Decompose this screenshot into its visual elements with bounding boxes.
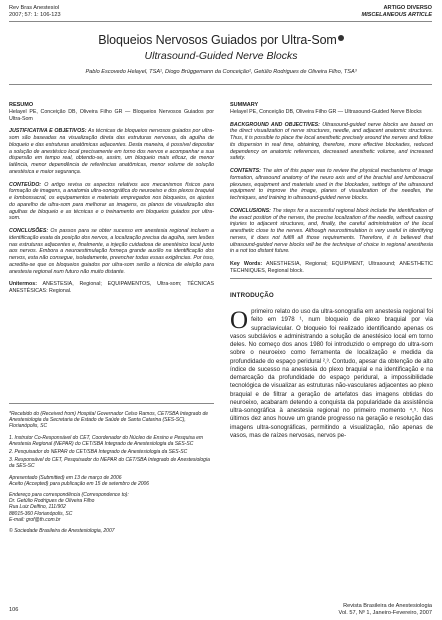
article-type: ARTIGO DIVERSO [383,5,432,11]
resumo-paragraph-2: CONTEÚDO: O artigo revisa os aspectos relativos aos mecanismos físicos para formação de imagens, a anatomia ultra-sonográfica do neuroeixo e dos plexos braquial e lombossacral, os equipamentos e materiais empregados nos bloqueios, os ajustes do aparelho de ultra-som para melhorar as imagens, os planos de visualização das agulhas de bloqueio e as técnicas e o treinamento em bloqueios guiados por ultra-som. [9,181,214,222]
resumo-paragraph-3: CONCLUSÕES: Os passos para se obter sucesso em anestesia regional incluem a identificação exata da posição dos nervos, a localização precisa da agulha, sem lesões nas estruturas adjacentes e, finalmente, a injeção cuidadosa de anestésico local junto aos nervos. Embora a neuroestimulação forneça grande auxílio na identificação dos nervos, esta não consegue, isoladamente, preencher todas essas exigências. Por isso, acredita-se que os bloqueios guiados por ultra-som serão a técnica de eleição para anestesia regional num futuro não muito distante. [9,228,214,275]
running-header-left [9,5,61,19]
summary-reference: Helayel PE, Conceição DB, Oliveira Filho GR — Ultrasound-Guided Nerve Blocks [230,108,422,115]
summary-paragraph-1: BACKGROUND AND OBJECTIVES: Ultrasound-guided nerve blocks are based on the direct visualization of nerve structures, needle, and adjacent anatomic structures. Thus, it is possible to place the local anesthetic precisely around the nerves and follow its dispersion in real time, obtaining, therefore, more effective blockades, reduced dependency on anatomic references, decreased anesthetic volume, and increased safety. [230,121,434,162]
footnote-affil-1: 1. Instrutor Co-Responsável do CET, Coordenador do Núcleo de Ensino e Pesquisa em Anestesia Regional (NEPAR) do CET/SBA Integrado de Anestesiologia da SES-SC [9,434,204,447]
correspondence-label: Endereço para correspondência (Correspondence to): [9,492,129,499]
resumo-heading: RESUMO [9,102,34,108]
footnotes [9,411,214,534]
article-title-en: Ultrasound-Guided Nerve Blocks [144,50,298,62]
asterisk-mark-icon [338,35,344,41]
intro-dropcap: O [230,307,249,334]
intro-heading: INTRODUÇÃO [230,292,274,299]
intro-text: primeiro relato do uso da ultra-sonografia em anestesia regional foi feito em 1978 ¹, num bloqueio de plexo braquial por via supraclavicular. O bloqueio foi realizado identificando apenas os vasos subclávios e administrando a solução de anestésico local em torno deles. No começo dos anos 1980 foi introduzido o emprego do ultra-som sobre o neuroeixo como ferramenta de localização e medida da profundidade do espaço peridural ²,³. Contudo, apesar da obtenção de alto índice de sucesso na anestesia do plexo braquial e na identificação e na demarcação da profundidade do espaço peridural, a impossibilidade tecnológica de visualizar as estruturas não-vasculares adjacentes ao plexo braquial e de filtrar a geração de artefatos das imagens obtidas do neuroeixo, acabaram detendo a conquista da popularidade da assistência ultra-sonográfica à anestesia regional no primeiro momento ⁴,⁵. Nos últimos dez anos houve um grande progresso na geração e resolução das imagens ultra-sonográficas, permitindo a visualização, não apenas de vasos, mas de raízes nervosas, nervos pe- [230,308,433,439]
correspondence-city: 88015-360 Florianópolis, SC [9,510,73,517]
title-rule [9,84,432,85]
footnote-rule [9,403,214,404]
summary-paragraph-3: CONCLUSIONS: The steps for a successful regional block include the identification of the exact position of the nerves, the precise localization of the needle, without causing injuries to adjacent structures, and, finally, the careful administration of the local anesthetic close to the nerves. Although neurostimulation is very useful in identifying nerves, it does not fulfill all those requirements. Therefore, it is believed that ultrasound-guided nerve blocks will be the technique of choice in regional anesthesia in a not too distant future. [230,207,433,255]
page-number: 106 [9,607,19,613]
article-title: Bloqueios Nervosos Guiados por Ultra-Som [0,33,442,47]
footnote-affil-2: 2. Pesquisador do NEPAR do CET/SBA Integrado de Anestesiologia da SES-SC [9,449,188,456]
correspondence-name: Dr. Getúlio Rodrigues de Oliveira Filho [9,498,95,505]
resumo-keywords: Unitermos: ANESTESIA, Regional; EQUIPAMENTOS, Ultra-som; TÉCNICAS ANESTÉSICAS: Regional. [9,281,214,294]
resumo-section [9,102,214,301]
journal-name: Rev Bras Anestesiol [9,5,60,11]
summary-keywords: Key Words: ANESTHESIA, Regional; EQUIPMENT, Ultrasound; ANESTHETIC TECHNIQUES, Regional block. [230,261,433,274]
correspondence-email[interactable]: E-mail: grof@th.com.br [9,516,61,523]
footnote-affil-3: 3. Responsável do CET, Pesquisador do NEPAR do CET/SBA Integrado de Anestesiologia da SES-SC [9,457,210,470]
footnote-submitted: Apresentado (Submitted) em 13 de março de 2006 [9,474,122,481]
summary-end-rule [230,278,432,279]
copyright: © Sociedade Brasileira de Anestesiologia, 2007 [9,528,115,535]
summary-paragraph-2: CONTENTS: The aim of this paper was to review the physical mechanisms of image formation, ultrasound anatomy of the neuro axis and of the brachial and lumbosacral plexuses, equipment and materials used in the blockades, settings of the ultrasound equipment to improve the image, planes of visualization of the needles, the techniques, and training in ultrasound-guided nerve blocks. [230,168,433,201]
article-type-en: MISCELANEOUS ARTICLE [361,12,432,18]
intro-body [230,308,433,440]
footer-journal: Revista Brasileira de Anestesiologia [343,603,432,609]
running-footer [339,603,432,617]
resumo-paragraph-1: JUSTIFICATIVA E OBJETIVOS: As técnicas de bloqueios nervosos guiados por ultra-som são baseadas na visualização direta das estruturas nervosas, da agulha de bloqueio e das estruturas anatômicas adjacentes. Desta maneira, é possível depositar a solução de anestésico local precisamente em torno dos nervos e acompanhar a sua dispersão em tempo real, obtendo-se, assim, um bloqueio mais eficaz, de menor latência, menor dependência de referências anatômicas, menor volume de solução anestésica e maior segurança. [9,128,214,175]
footer-volume: Vol. 57, Nº 1, Janeiro-Fevereiro, 2007 [338,610,432,616]
correspondence-street: Rua Luiz Delfino, 111/902 [9,504,66,511]
footnote-accepted: Aceito (Accepted) para publicação em 15 de setembro de 2006 [9,480,150,487]
running-header-right [361,5,432,19]
citation: 2007; 57: 1: 106-123 [9,12,61,18]
summary-heading: SUMMARY [230,102,259,108]
author-list: Pablo Escovedo Helayel, TSA¹, Diogo Brüggemann da Conceição², Getúlio Rodrigues de Oliveira Filho, TSA³ [85,69,357,75]
header-rule [9,21,432,22]
footnote-received: *Recebido do (Received from) Hospital Governador Celso Ramos, CET/SBA Integrado de Anestesiologia da Secretaria de Estado de Saúde de Santa Catarina (SES-SC), Florianópolis, SC [9,411,209,430]
resumo-reference: Helayel PE, Conceição DB, Oliveira Filho GR — Bloqueios Nervosos Guiados por Ultra-Som [9,108,214,122]
summary-section [230,102,433,281]
